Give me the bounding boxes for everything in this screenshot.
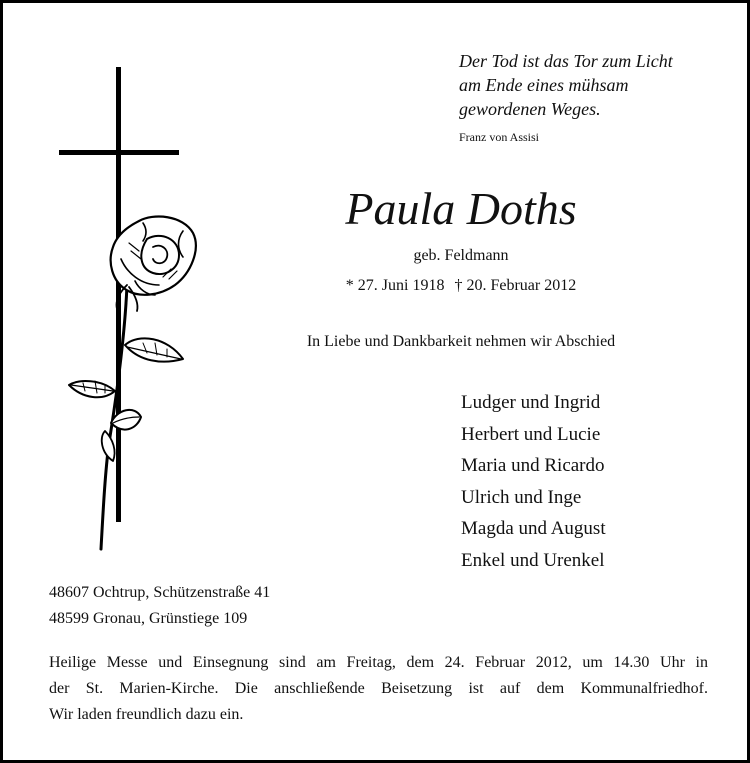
- service-information: [49, 650, 708, 728]
- maiden-name: geb. Feldmann: [413, 247, 509, 264]
- life-dates: [243, 277, 679, 295]
- address: 48607 Ochtrup, Schützenstraße 41: [49, 584, 271, 601]
- mourner: Herbert und Lucie: [461, 423, 601, 445]
- mourner: Magda und August: [461, 518, 606, 539]
- mourner: Ulrich und Inge: [461, 486, 582, 508]
- service-line: Wir laden freundlich dazu ein.: [49, 706, 244, 723]
- quote-line: gewordenen Weges.: [459, 99, 601, 119]
- quote: [459, 49, 739, 121]
- quote-line: Der Tod ist das Tor zum Licht: [459, 51, 673, 71]
- mourner: Enkel und Urenkel: [461, 549, 605, 571]
- address: 48599 Gronau, Grünstiege 109: [49, 610, 248, 627]
- deceased-name: Paula Doths: [345, 183, 577, 234]
- death-date: 20. Februar 2012: [466, 277, 577, 294]
- birth-date: * 27. Juni 1918: [345, 277, 445, 294]
- service-line: der St. Marien-Kirche. Die anschließende Beisetzung ist auf dem Kommunalfriedhof.: [49, 680, 708, 697]
- addresses: [49, 580, 270, 632]
- mourner: Maria und Ricardo: [461, 455, 605, 476]
- quote-author: Franz von Assisi: [459, 130, 540, 144]
- death-symbol: †: [454, 277, 463, 294]
- farewell-line: In Liebe und Dankbarkeit nehmen wir Abschied: [306, 333, 616, 350]
- mourner: Ludger und Ingrid: [461, 392, 601, 413]
- rose-icon: [69, 217, 196, 549]
- quote-line: am Ende eines mühsam: [459, 75, 629, 95]
- cross-with-rose-artwork: [43, 63, 203, 558]
- service-line: Heilige Messe und Einsegnung sind am Freitag, dem 24. Februar 2012, um 14.30 Uhr in: [49, 654, 708, 671]
- mourners-list: [461, 387, 606, 576]
